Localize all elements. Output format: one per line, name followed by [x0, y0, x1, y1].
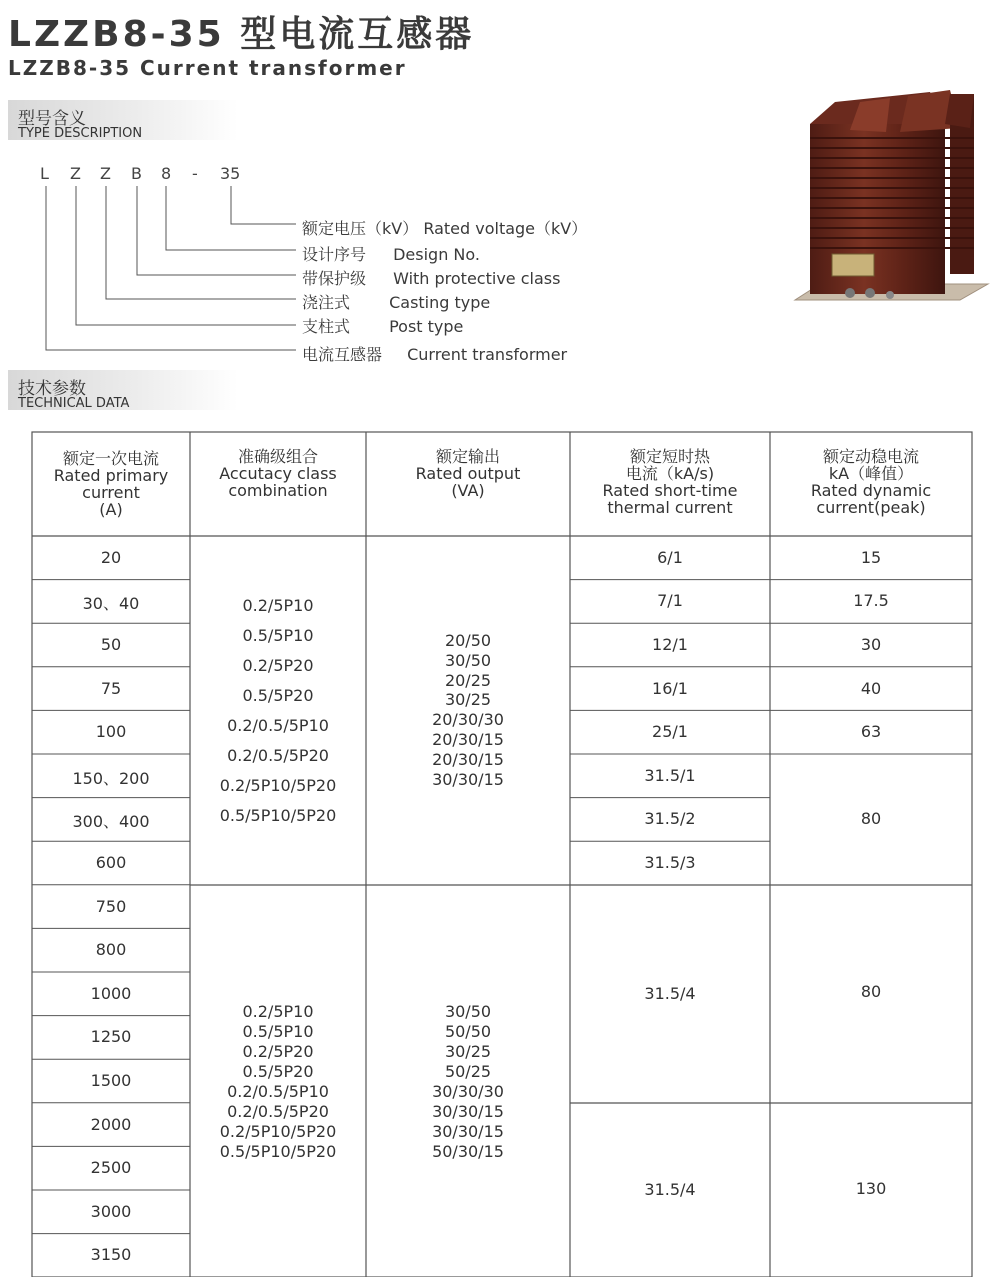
- header-line: kA（峰值）: [828, 464, 914, 483]
- code-letter-l: L: [40, 164, 49, 183]
- accuracy-cell-g2: 0.2/5P20: [242, 1042, 314, 1061]
- header-line: Accutacy class: [219, 464, 337, 483]
- dynamic-cell-g1: 30: [860, 635, 882, 654]
- desc-cn: 浇注式: [302, 293, 351, 312]
- header-line: current(peak): [816, 498, 926, 517]
- output-cell-g2: 30/25: [444, 1042, 492, 1061]
- dynamic-cell-g1: 80: [860, 809, 882, 829]
- primary-current-cell: 1000: [90, 983, 132, 1003]
- dynamic-cell-g1: 17.5: [853, 591, 889, 611]
- technical-data-heading-cn: 技术参数: [18, 379, 86, 399]
- code-letter-dash: -: [192, 164, 198, 183]
- accuracy-cell-g2: 0.5/5P10/5P20: [219, 1142, 337, 1161]
- desc-en: Post type: [389, 317, 464, 336]
- output-cell-g2: 30/50: [444, 1002, 492, 1021]
- header-line: thermal current: [607, 498, 733, 517]
- page-title: LZZB8-35 型电流互感器: [8, 14, 475, 55]
- dynamic-cell-g2: 80: [860, 982, 882, 1001]
- output-cell-g1: 30/25: [444, 690, 492, 710]
- output-cell-g2: 30/30/30: [432, 1082, 504, 1101]
- page-subtitle: LZZB8-35 Current transformer: [8, 56, 407, 80]
- primary-current-cell: 75: [100, 678, 122, 698]
- output-cell-g1: 20/30/15: [432, 749, 504, 769]
- thermal-cell-g1: 31.5/1: [644, 765, 696, 785]
- primary-current-cell: 100: [95, 722, 127, 742]
- desc-en: Current transformer: [407, 345, 568, 364]
- dynamic-cell-g2: 130: [855, 1179, 887, 1198]
- header-line: 额定一次电流: [62, 449, 159, 468]
- output-cell-g1: 20/50: [444, 631, 492, 650]
- accuracy-cell-g1: 0.5/5P20: [242, 686, 314, 705]
- type-description-heading-cn: 型号含义: [18, 109, 86, 129]
- primary-current-cell: 150、200: [72, 768, 150, 788]
- primary-current-cell: 300、400: [72, 812, 150, 832]
- technical-data-heading-en: TECHNICAL DATA: [18, 396, 130, 411]
- header-line: Rated output: [415, 464, 521, 483]
- primary-current-cell: 20: [100, 547, 122, 567]
- primary-current-cell: 800: [95, 940, 127, 960]
- primary-current-cell: 3000: [90, 1201, 132, 1221]
- header-line: Rated dynamic: [810, 481, 932, 500]
- header-line: 额定动稳电流: [822, 447, 919, 466]
- primary-current-cell: 2000: [90, 1114, 132, 1134]
- accuracy-cell-g2: 0.2/5P10/5P20: [219, 1122, 337, 1141]
- code-letter-b: B: [131, 164, 142, 183]
- accuracy-cell-g2: 0.5/5P10: [242, 1022, 314, 1041]
- thermal-cell-g1: 25/1: [652, 722, 688, 742]
- desc-en: Design No.: [393, 245, 480, 264]
- desc-cn: 电流互感器: [302, 345, 383, 364]
- output-cell-g1: 20/25: [444, 670, 492, 690]
- desc-en: With protective class: [393, 269, 561, 288]
- dynamic-cell-g1: 63: [860, 722, 882, 742]
- output-cell-g2: 50/30/15: [432, 1142, 504, 1161]
- primary-current-cell: 750: [95, 896, 127, 916]
- header-line: 准确级组合: [237, 447, 318, 466]
- accuracy-cell-g1: 0.2/0.5/5P20: [227, 746, 329, 765]
- output-cell-g1: 20/30/15: [432, 730, 504, 749]
- accuracy-cell-g1: 0.2/0.5/5P10: [227, 716, 329, 735]
- code-letter-35: 35: [220, 164, 241, 183]
- type-description-heading-en: TYPE DESCRIPTION: [18, 126, 143, 141]
- header-line: Rated short-time: [602, 481, 738, 500]
- thermal-cell-g1: 16/1: [652, 678, 688, 698]
- primary-current-cell: 2500: [90, 1158, 132, 1178]
- thermal-cell-g1: 31.5/2: [644, 809, 696, 829]
- accuracy-cell-g2: 0.2/5P10: [242, 1002, 314, 1021]
- primary-current-cell: 1250: [90, 1027, 132, 1047]
- output-cell-g2: 50/25: [444, 1062, 492, 1081]
- thermal-cell-g2: 31.5/4: [644, 984, 696, 1003]
- header-line: combination: [228, 481, 328, 500]
- desc-en: Casting type: [389, 293, 491, 312]
- accuracy-cell-g2: 0.5/5P20: [242, 1062, 314, 1081]
- thermal-cell-g1: 12/1: [652, 635, 688, 654]
- desc-cn: 带保护级: [302, 269, 367, 288]
- desc-cn: 支柱式: [302, 317, 351, 336]
- output-cell-g2: 50/50: [444, 1022, 492, 1041]
- header-line: Rated primary: [53, 466, 169, 485]
- desc-cn: 额定电压（kV）: [302, 219, 419, 238]
- thermal-cell-g1: 7/1: [657, 591, 683, 611]
- accuracy-cell-g2: 0.2/0.5/5P20: [227, 1102, 329, 1121]
- primary-current-cell: 3150: [90, 1245, 132, 1265]
- code-letter-z1: Z: [70, 164, 81, 183]
- accuracy-cell-g1: 0.5/5P10: [242, 626, 314, 645]
- primary-current-cell: 1500: [90, 1071, 132, 1090]
- dynamic-cell-g1: 15: [860, 547, 882, 567]
- thermal-cell-g1: 6/1: [657, 547, 683, 567]
- thermal-cell-g2: 31.5/4: [644, 1180, 696, 1199]
- primary-current-cell: 30、40: [82, 594, 140, 614]
- accuracy-cell-g1: 0.2/5P10: [242, 596, 314, 615]
- primary-current-cell: 600: [95, 853, 127, 872]
- output-cell-g1: 20/30/30: [432, 710, 504, 730]
- output-cell-g2: 30/30/15: [432, 1102, 504, 1121]
- header-line: 电流（kA/s): [625, 464, 715, 483]
- header-line: (VA): [451, 481, 485, 500]
- accuracy-cell-g1: 0.2/5P20: [242, 656, 314, 675]
- code-letter-z2: Z: [100, 164, 111, 183]
- desc-en: Rated voltage（kV）: [423, 219, 588, 238]
- header-line: (A): [99, 500, 123, 519]
- accuracy-cell-g1: 0.2/5P10/5P20: [219, 776, 337, 795]
- desc-cn: 设计序号: [302, 245, 367, 264]
- output-cell-g1: 30/50: [444, 650, 492, 670]
- output-cell-g2: 30/30/15: [432, 1122, 504, 1141]
- header-line: current: [82, 483, 140, 502]
- code-letter-8: 8: [161, 164, 172, 183]
- header-line: 额定短时热: [629, 447, 710, 466]
- output-cell-g1: 30/30/15: [432, 769, 504, 789]
- dynamic-cell-g1: 40: [860, 678, 882, 698]
- primary-current-cell: 50: [100, 635, 122, 654]
- accuracy-cell-g2: 0.2/0.5/5P10: [227, 1082, 329, 1101]
- thermal-cell-g1: 31.5/3: [644, 853, 696, 872]
- header-line: 额定输出: [435, 447, 500, 466]
- accuracy-cell-g1: 0.5/5P10/5P20: [219, 806, 337, 825]
